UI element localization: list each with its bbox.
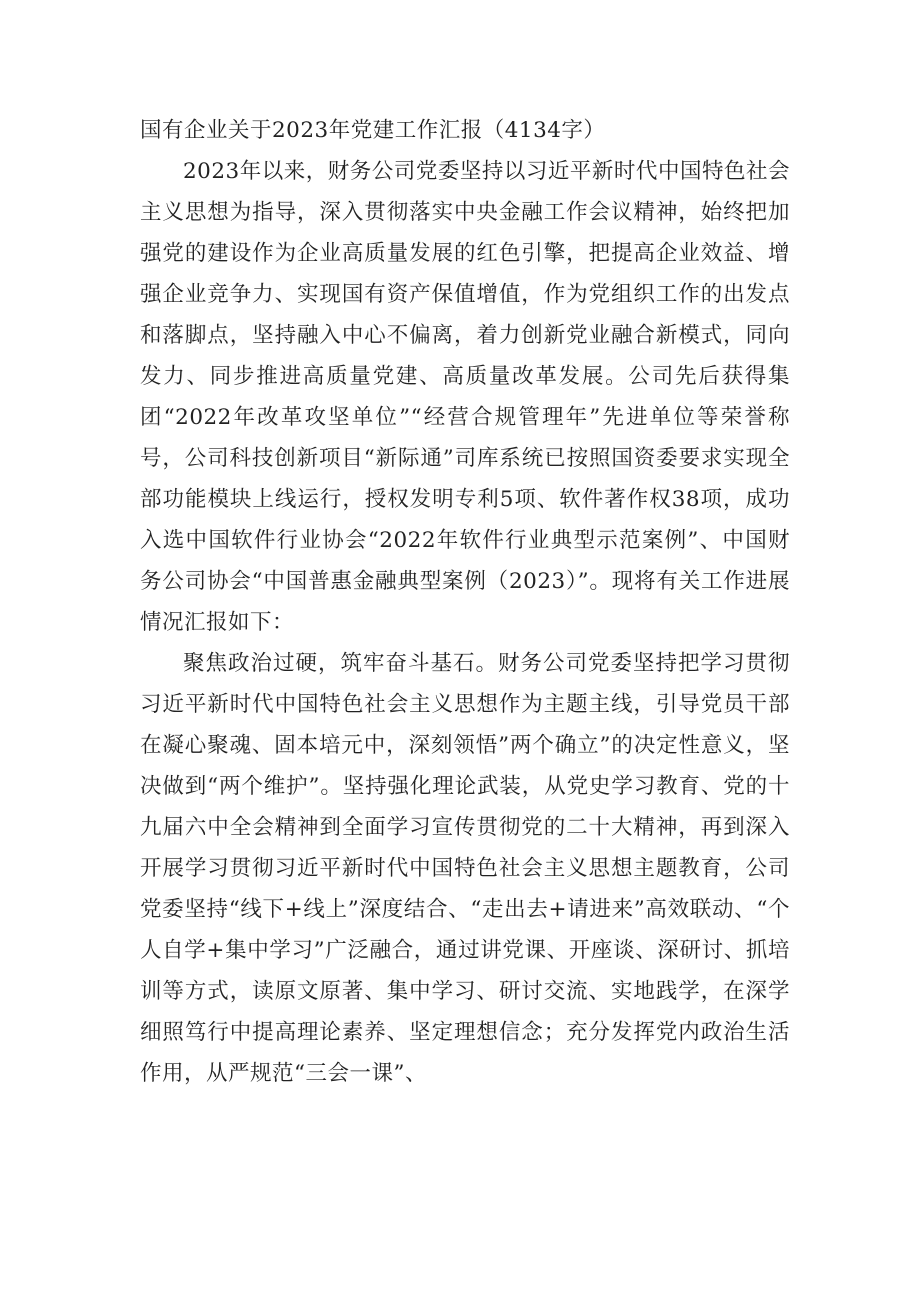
document-title: 国有企业关于2023年党建工作汇报（4134字）: [140, 118, 606, 143]
paragraph-political: 聚焦政治过硬，筑牢奋斗基石。财务公司党委坚持把学习贯彻习近平新时代中国特色社会主义思想作为主题主线，引导党员干部在凝心聚魂、固本培元中，深刻领悟”两个确立”的决定性意义，坚决做到“两个维护”。坚持强化理论武装，从党史学习教育、党的十九届六中全会精神到全面学习宣传贯彻党的二十大精神，再到深入开展学习贯彻习近平新时代中国特色社会主义思想主题教育，公司党委坚持“线下+线上”深度结合、“走出去+请进来”高效联动、“个人自学+集中学习”广泛融合，通过讲党课、开座谈、深研讨、抓培训等方式，读原文原著、集中学习、研讨交流、实地践学，在深学细照笃行中提高理论素养、坚定理想信念；充分发挥党内政治生活作用，从严规范“三会一课”、: [140, 651, 790, 1086]
document-body: [140, 110, 790, 1094]
paragraph-intro: 2023年以来，财务公司党委坚持以习近平新时代中国特色社会主义思想为指导，深入贯彻落实中央金融工作会议精神，始终把加强党的建设作为企业高质量发展的红色引擎，把提高企业效益、增强企业竞争力、实现国有资产保值增值，作为党组织工作的出发点和落脚点，坚持融入中心不偏离，着力创新党业融合新模式，同向发力、同步推进高质量党建、高质量改革发展。公司先后获得集团“2022年改革攻坚单位”“经营合规管理年”先进单位等荣誉称号，公司科技创新项目“新际通”司库系统已按照国资委要求实现全部功能模块上线运行，授权发明专利5项、软件著作权38项，成功入选中国软件行业协会“2022年软件行业典型示范案例”、中国财务公司协会“中国普惠金融典型案例（2023）”。现将有关工作进展情况汇报如下：: [140, 159, 790, 635]
